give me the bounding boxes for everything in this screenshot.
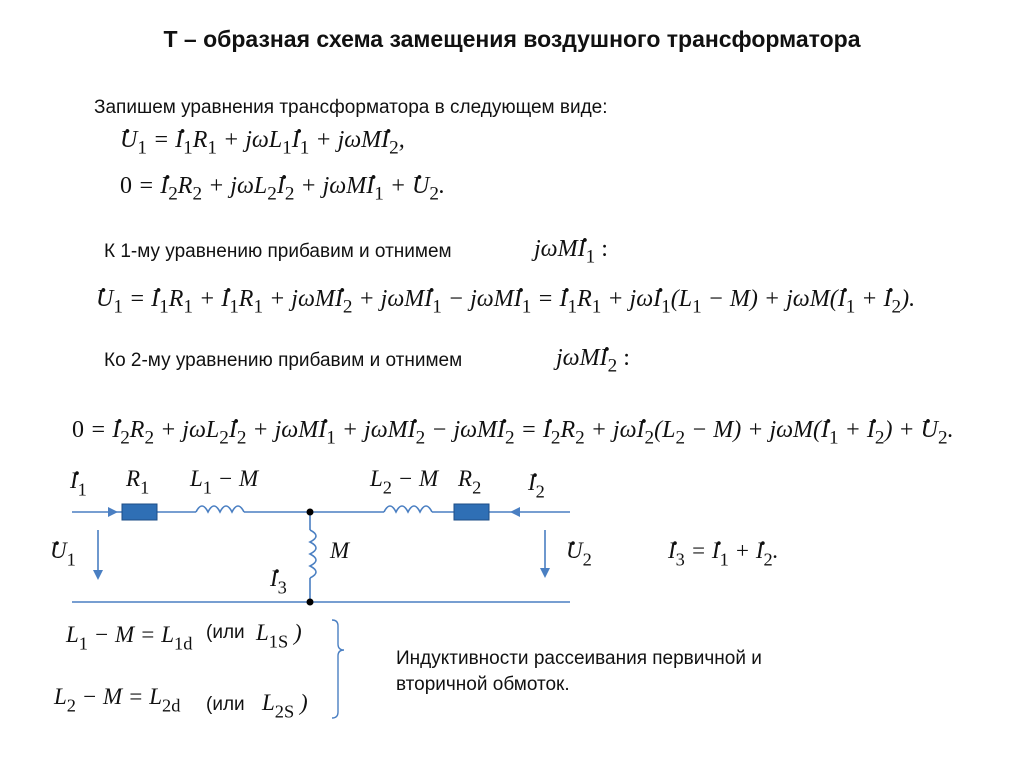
note-line-2: вторичной обмоток. [396, 674, 570, 695]
label-l1-m: $L_1 - M$ [190, 466, 259, 498]
label-l2-m: $L_2 - M$ [370, 466, 439, 498]
ili-text-1: (или [206, 622, 245, 643]
equation-i3: . $I_3$ = . $I_1$ + . $I_2$. [668, 538, 778, 570]
resistor-r2 [454, 504, 489, 520]
relation-l1s: $L_{1S}$ ) [256, 620, 302, 652]
equation-2: 0 = . $I_2R_2 + j\omega L_2$. $I_2 + j\omega M$. $I_1$ + . $U_2$. [120, 174, 445, 204]
inductor-l2-m [384, 506, 432, 512]
relation-l2s: $L_{2S}$ ) [262, 690, 308, 722]
step1-term: jωM. $I_1$ : [534, 237, 608, 267]
inductor-l1-m [196, 506, 244, 512]
resistor-r1 [122, 504, 157, 520]
note-line-1: Индуктивности рассеивания первичной и [396, 648, 762, 669]
equation-3: . $U_1$ = . $I_1R_1$ + . $I_1R_1 + j\omega M$. $I_2 + j\omega M$. $I_1 - j\omega M$. $I_1$ = . $I_1R_1 + j\omega$. $I_1(L_1 - M) + j\omega M$(. $I_1$ + . $I_2$). [96, 287, 915, 317]
label-u2: . $U_2$ [566, 538, 592, 570]
intro-text: Запишем уравнения трансформатора в следующем виде: [94, 97, 608, 118]
label-u1: . $U_1$ [50, 538, 76, 570]
ili-text-2: (или [206, 694, 245, 715]
label-m: M [330, 538, 350, 563]
step2-text: Ко 2-му уравнению прибавим и отнимем [104, 350, 463, 371]
equation-4: 0 = . $I_2R_2 + j\omega L_2$. $I_2 + j\omega M$. $I_1 + j\omega M$. $I_2 - j\omega M$. $I_2$ = . $I_2R_2 + j\omega$. $I_2(L_2 - M) + j\omega M$(. $I_1$ + . $I_2$) + . $U_2$. [72, 418, 954, 448]
page-title: Т – образная схема замещения воздушного трансформатора [163, 26, 861, 52]
relation-l1d: $L_1 - M = L_{1d}$ [66, 622, 193, 654]
step1-text: К 1-му уравнению прибавим и отнимем [104, 241, 452, 262]
label-r1: $R_1$ [126, 466, 150, 498]
label-r2: $R_2$ [458, 466, 482, 498]
relation-l2d: $L_2 - M = L_{2d}$ [54, 684, 181, 716]
step2-term: jωM. $I_2$ : [556, 346, 630, 376]
label-i1: . $I_1$ [70, 468, 87, 500]
equation-1: . $U_1$ = . $I_1R_1 + j\omega L_1$. $I_1 + j\omega M$. $I_2$, [120, 128, 405, 158]
label-i3: . $I_3$ [270, 566, 287, 598]
label-i2: . $I_2$ [528, 470, 545, 502]
inductor-m [310, 530, 316, 578]
